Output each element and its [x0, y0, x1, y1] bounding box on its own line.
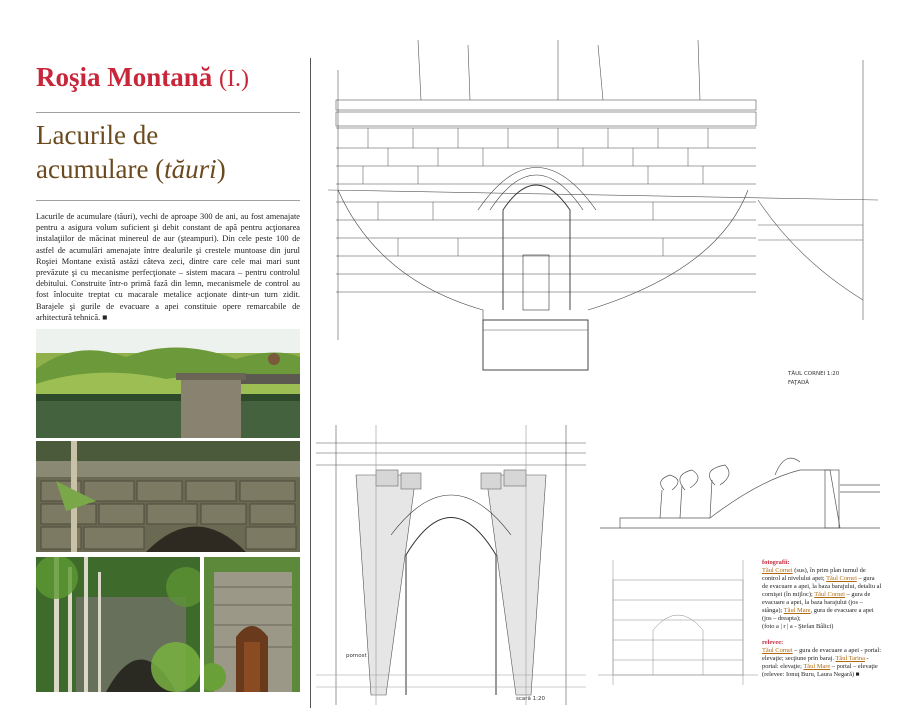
- subtitle-em: tăuri: [164, 154, 217, 184]
- section-label: pomost: [346, 653, 367, 659]
- photo-stone-cornice: [36, 441, 300, 552]
- elevation-sub-label: FAŢADĂ: [788, 380, 810, 386]
- subtitle-end: ): [216, 154, 226, 184]
- caption-link-7: Tăul Mare: [783, 607, 811, 614]
- caption-text-6: – gura de evacuare a apei, la baza barajului (jos – stânga);: [762, 591, 871, 614]
- elevation-title-label: TĂUL CORNEI 1:20: [788, 371, 840, 377]
- photo-stone-portal: [204, 557, 300, 692]
- section-scale-label: scară 1:20: [516, 696, 545, 702]
- photo-portal-trees: [36, 557, 200, 692]
- subtitle-rule: [36, 200, 300, 201]
- subtitle-line2: acumulare (: [36, 154, 165, 184]
- column-divider: [310, 58, 311, 708]
- page-title: [36, 62, 249, 93]
- caption-link-5: Tăul Cornei: [814, 591, 845, 598]
- caption-text-2: (sus), în prim plan turnul de control al nivelului apei;: [762, 567, 866, 582]
- caption-survey-heading: relevee:: [762, 639, 784, 646]
- photo-lake-tower: [36, 329, 300, 438]
- body-paragraph: Lacurile de acumulare (tăuri), vechi de aproape 300 de ani, au fost amenajate pentru a asigura volum suficient şi debit constant de apă pentru acţionarea instalaţiilor de măcinat minereul de aur (şteampuri). Din cele peste 100 de astfel de acumulări amenajate între dealurile şi crestele muntoase din jurul Roşiei Montane există astăzi câteva zeci, dintre care cele mai mari sunt prevăzute şi cu mecanisme perfecţionate – sistem macara – pentru controlul debitului. Construite într-o primă fază din lemn, mecanismele de control au fost înlocuite treptat cu macarale metalice acţionate dintr-un turn zidit. Barajele şi gurile de evacuare a apei constituie opere remarcabile de arhitectură tehnică. ■: [36, 212, 300, 322]
- caption-photos-credit: (foto a | r | a - Ştefan Bâlici): [762, 623, 834, 630]
- caption-text-8: , gura de evacuare a apei (jos – dreapta);: [762, 607, 874, 622]
- caption-link-1: Tăul Cornei: [762, 567, 793, 574]
- caption-photos-heading: fotografii:: [762, 559, 790, 566]
- page-subtitle: [36, 118, 226, 186]
- title-part: (I.): [219, 66, 249, 92]
- portal-sketch: [598, 555, 758, 690]
- caption-link-3: Tăul Cornei: [826, 575, 857, 582]
- caption-survey-text-4: - portal: elevaţie;: [762, 655, 869, 670]
- caption-survey-credit: (relevee: Ionuţ Buru, Laura Negară) ■: [762, 671, 860, 678]
- title-main: Roşia Montană: [36, 62, 213, 92]
- caption-survey-text-6: – portal – elevaţie: [830, 663, 878, 670]
- section-drawing: [316, 425, 586, 710]
- caption-survey-link-1: Tăul Cornei: [762, 647, 793, 654]
- caption-survey-link-3: Tăul Tarina: [835, 655, 865, 662]
- title-rule: [36, 112, 300, 113]
- caption-block: [762, 559, 882, 679]
- subtitle-line1: Lacurile de: [36, 120, 159, 150]
- caption-text-4: – gura de evacuare a apei, la baza barajului, detaliu al cornişei (în mijloc);: [762, 575, 882, 598]
- caption-survey-link-5: Tăul Mare: [803, 663, 831, 670]
- profile-drawing: [600, 430, 880, 540]
- elevation-drawing: [318, 40, 878, 400]
- caption-survey-text-2: – gura de evacuare a apei - portal: elevaţie; secţiune prin baraj.: [762, 647, 882, 662]
